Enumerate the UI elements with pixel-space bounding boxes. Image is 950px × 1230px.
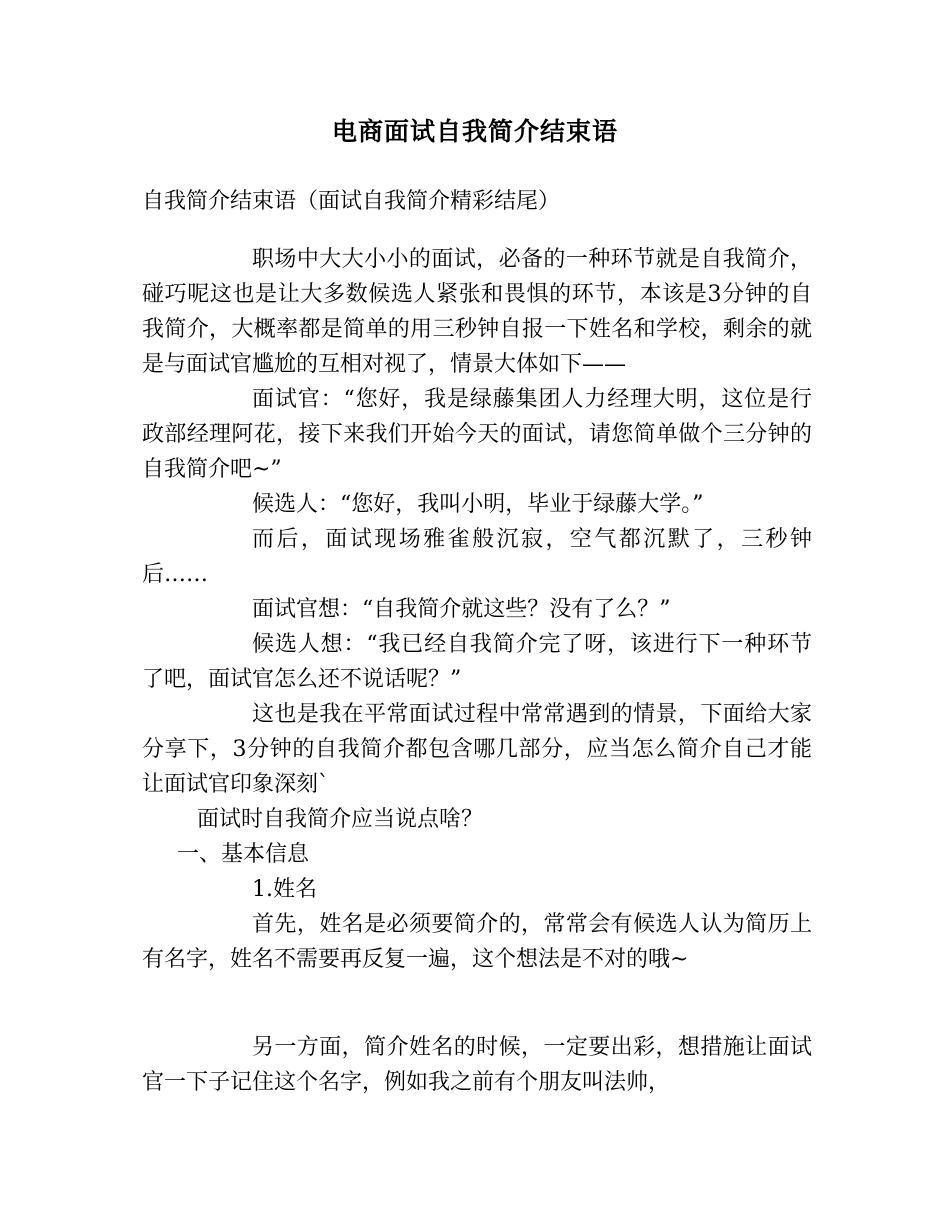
section-question-heading: 面试时自我简介应当说点啥？ — [197, 807, 484, 832]
subsection-name-heading: 1.姓名 — [252, 877, 317, 902]
paragraph-name-first: 首先，姓名是必须要简介的，常常会有候选人认为简历上有名字，姓名不需要再反复一遍，这个想法是不对的哦~ — [142, 912, 812, 972]
paragraph-gap — [142, 977, 812, 1030]
paragraph-intro: 职场中大大小小的面试，必备的一种环节就是自我简介，碰巧呢这也是让大多数候选人紧张和畏惧的环节，本该是3分钟的自我简介，大概率都是简单的用三秒钟自报一下姓名和学校，剩余的就是与面试官尴尬的互相对视了，情景大体如下—— — [142, 247, 812, 377]
document-title: 电商面试自我简介结束语 — [331, 117, 618, 146]
paragraph-name-second: 另一方面，简介姓名的时候，一定要出彩，想措施让面试官一下子记住这个名字，例如我之前有个朋友叫法帅， — [142, 1035, 812, 1095]
paragraph-interviewer-greeting: 面试官：“您好，我是绿藤集团人力经理大明，这位是行政部经理阿花，接下来我们开始今天的面试，请您简单做个三分钟的自我简介吧~” — [142, 387, 812, 482]
paragraph-candidate-thought: 候选人想：“我已经自我简介完了呀，该进行下一种环节了吧，面试官怎么还不说话呢？” — [142, 632, 812, 692]
document-subtitle: 自我简介结束语（面试自我简介精彩结尾） — [142, 189, 561, 214]
document-body — [142, 242, 812, 1100]
paragraph-interviewer-thought: 面试官想：“自我简介就这些？没有了么？” — [252, 597, 671, 622]
section-basic-info-heading: 一、基本信息 — [177, 842, 310, 867]
paragraph-sharing: 这也是我在平常面试过程中常常遇到的情景，下面给大家分享下，3分钟的自我简介都包含哪几部分，应当怎么简介自己才能让面试官印象深刻` — [142, 702, 812, 797]
paragraph-candidate-reply: 候选人：“您好，我叫小明，毕业于绿藤大学。” — [252, 492, 704, 517]
paragraph-silence: 而后，面试现场雅雀般沉寂，空气都沉默了，三秒钟后…… — [142, 527, 812, 587]
